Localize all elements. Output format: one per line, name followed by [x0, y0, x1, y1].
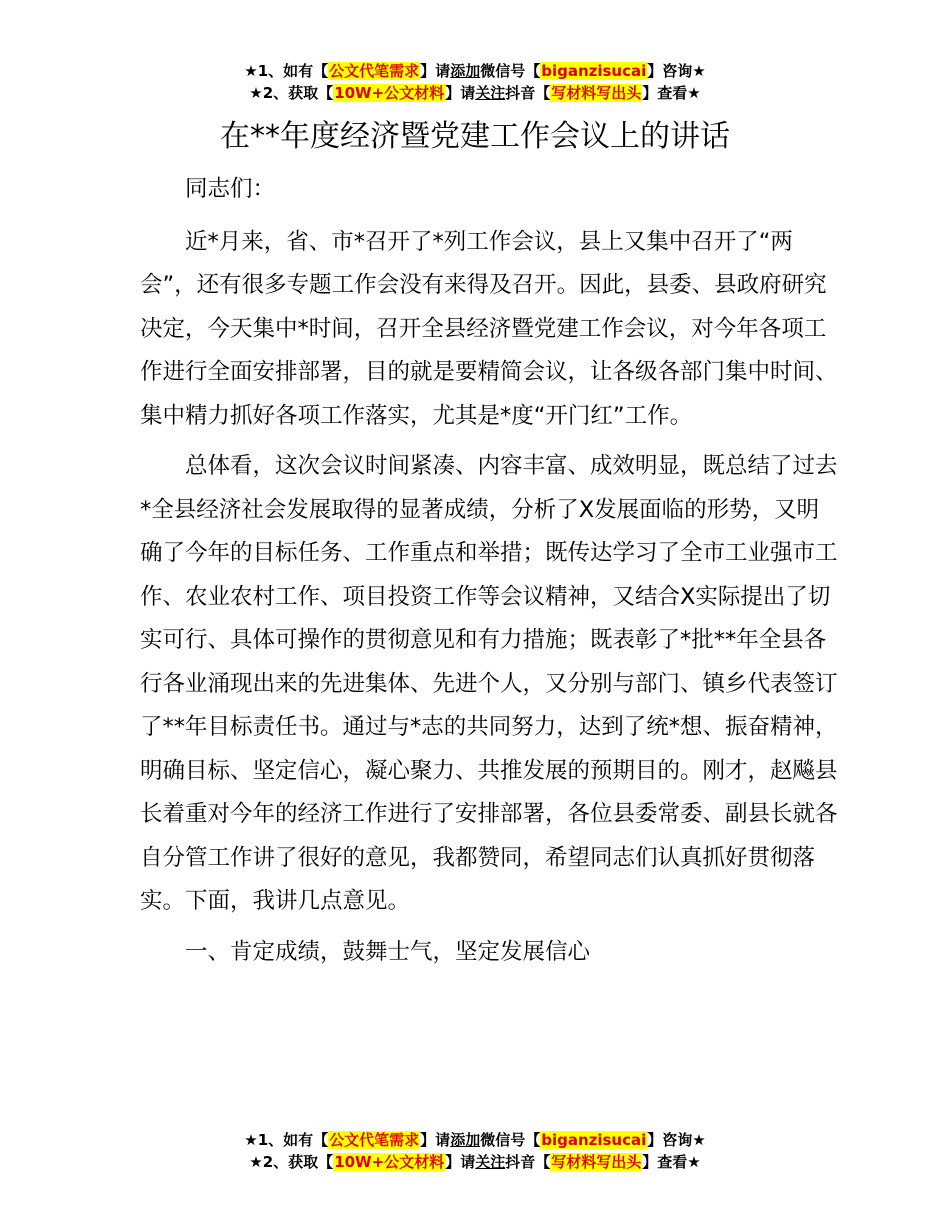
greeting: 同志们： [185, 176, 276, 202]
promo-line-2 [0, 82, 950, 104]
paragraph: 近*月来，省、市*召开了*列工作会议，县上又集中召开了“两会”，还有很多专题工作会没有来得及召开。因此，县委、县政府研究决定，今天集中*时间，召开全县经济暨党建工作会议，对今年各项工作进行全面安排部署，目的就是要精简会议，让各级各部门集中时间、集中精力抓好各项工作落实，尤其是*度“开门红”工作。 [140, 228, 838, 429]
promo-text: 】请 [445, 84, 476, 102]
document-title: 在**年度经济暨党建工作会议上的讲话 [220, 119, 730, 154]
promo-text: 微信号【 [480, 1131, 541, 1149]
section-heading: 一、肯定成绩，鼓舞士气，坚定发展信心 [185, 938, 591, 965]
promo-text: 】请 [420, 62, 451, 80]
promo-highlight: 10W+公文材料 [334, 1153, 445, 1171]
promo-highlight: biganzisucai [541, 62, 647, 80]
document-body [140, 168, 840, 981]
promo-text: ★1、如有【 [244, 62, 329, 80]
promo-text: ★2、获取【 [249, 84, 334, 102]
promo-text: 】查看★ [642, 1153, 701, 1171]
promo-highlight: 10W+公文材料 [334, 84, 445, 102]
promo-underlined: 添加 [450, 1131, 481, 1149]
promo-line-2 [0, 1151, 950, 1173]
promo-highlight: 公文代笔需求 [329, 1131, 420, 1149]
promo-line-1 [0, 1129, 950, 1151]
promo-text: 】咨询★ [647, 1131, 706, 1149]
promo-text: ★1、如有【 [244, 1131, 329, 1149]
promo-highlight: 写材料写出头 [551, 84, 642, 102]
promo-text: 】请 [420, 1131, 451, 1149]
promo-text: 】请 [445, 1153, 476, 1171]
promo-banner-bottom [0, 1129, 950, 1173]
promo-text: 】查看★ [642, 84, 701, 102]
paragraph: 总体看，这次会议时间紧凑、内容丰富、成效明显，既总结了过去*全县经济社会发展取得的显著成绩，分析了X发展面临的形势，又明确了今年的目标任务、工作重点和举措；既传达学习了全市工业强市工作、农业农村工作、项目投资工作等会议精神，又结合X实际提出了切实可行、具体可操作的贯彻意见和有力措施；既表彰了*批**年全县各行各业涌现出来的先进集体、先进个人，又分别与部门、镇乡代表签订了**年目标责任书。通过与*志的共同努力，达到了统*想、振奋精神，明确目标、坚定信心，凝心聚力、共推发展的预期目的。刚才，赵飚县长着重对今年的经济工作进行了安排部署，各位县委常委、副县长就各自分管工作讲了很好的意见，我都赞同，希望同志们认真抓好贯彻落实。下面，我讲几点意见。 [140, 453, 838, 914]
promo-text: 抖音【 [505, 84, 551, 102]
promo-underlined: 关注 [475, 84, 506, 102]
promo-underlined: 关注 [475, 1153, 506, 1171]
promo-text: 】咨询★ [647, 62, 706, 80]
promo-line-1 [0, 60, 950, 82]
promo-text: 微信号【 [480, 62, 541, 80]
promo-text: ★2、获取【 [249, 1153, 334, 1171]
promo-banner-top [0, 60, 950, 104]
promo-highlight: 写材料写出头 [551, 1153, 642, 1171]
promo-highlight: 公文代笔需求 [329, 62, 420, 80]
promo-underlined: 添加 [450, 62, 481, 80]
promo-highlight: biganzisucai [541, 1131, 647, 1149]
promo-text: 抖音【 [505, 1153, 551, 1171]
